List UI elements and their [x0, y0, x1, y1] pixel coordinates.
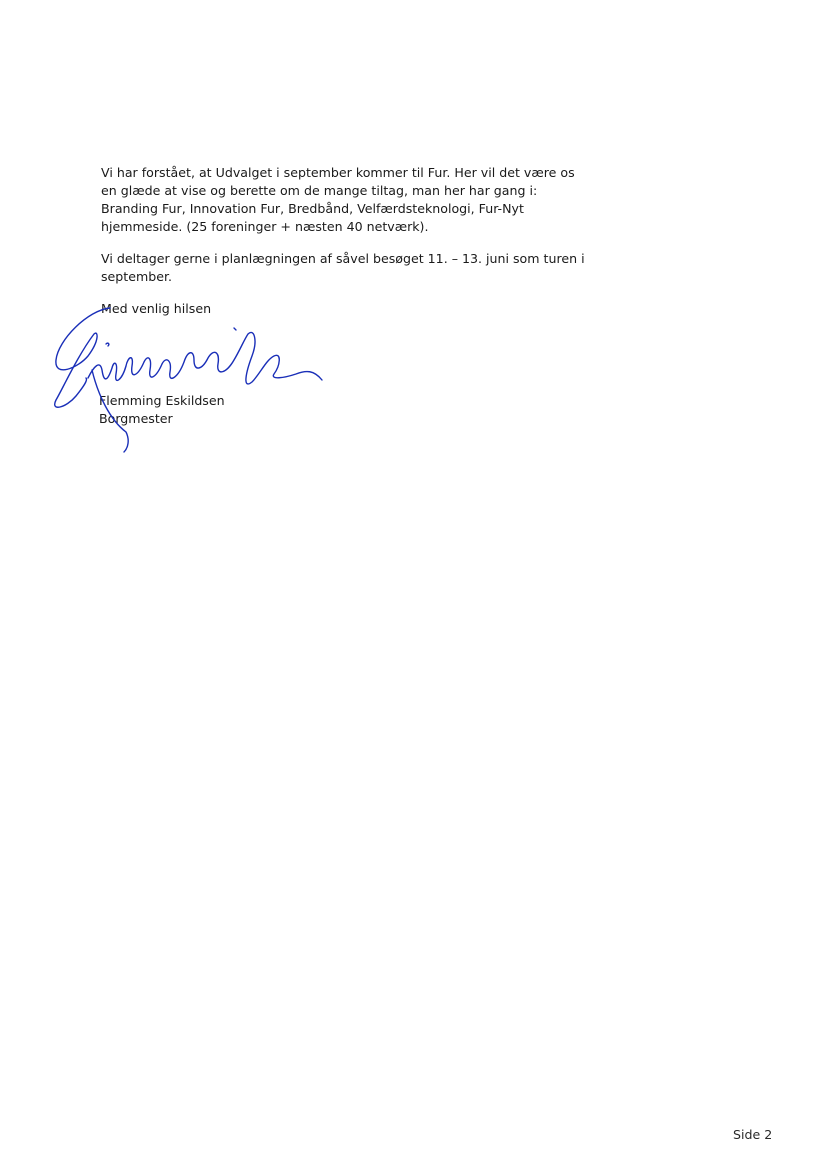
signature-stroke-dot: [234, 328, 236, 330]
page-number: Side 2: [733, 1127, 773, 1142]
handwritten-signature: [48, 300, 328, 460]
signature-stroke-tail: [92, 370, 128, 452]
paragraph-planning: Vi deltager gerne i planlægningen af såvel besøget 11. – 13. juni som turen i september.: [101, 251, 585, 284]
letter-body: [101, 164, 621, 300]
closing-salutation: Med venlig hilsen: [101, 301, 212, 316]
signature-stroke-name: [88, 332, 322, 384]
paragraph-visit: Vi har forstået, at Udvalget i september kommer til Fur. Her vil det være os en glæde at vise og berette om de mange tiltag, man her har gang i: Branding Fur, Innovation Fur, Bredbånd, Velfærdsteknologi, Fur-Nyt hjemmeside. (25 foreninger + næsten 40 netværk).: [101, 165, 575, 234]
signature-stroke-accent: [106, 343, 109, 346]
signature-stroke-loop: [55, 308, 110, 407]
signatory-title: Borgmester: [99, 411, 173, 426]
signatory-name: Flemming Eskildsen: [99, 393, 225, 408]
